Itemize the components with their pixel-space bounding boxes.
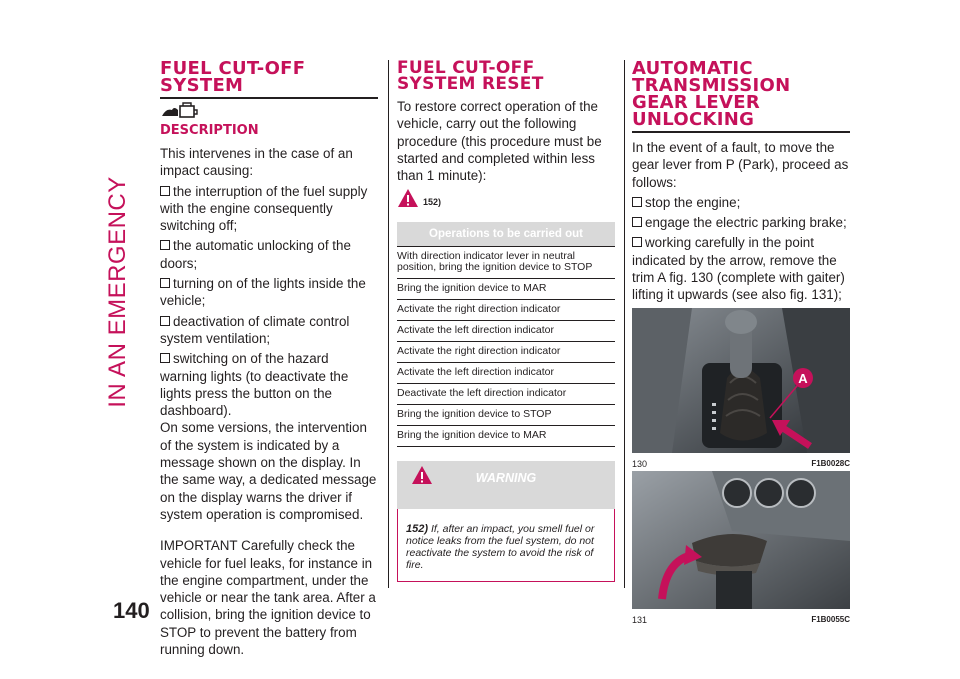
table-row: Activate the right direction indicator bbox=[397, 342, 615, 363]
list-item: engage the electric parking brake; bbox=[632, 214, 850, 231]
eco-engine-icon bbox=[160, 102, 378, 122]
section-title: AUTOMATIC TRANSMISSION GEAR LEVER UNLOCKING bbox=[632, 58, 791, 130]
page-number: 140 bbox=[113, 598, 150, 623]
list-item: deactivation of climate control system ventilation; bbox=[160, 313, 350, 346]
column-fuel-cutoff bbox=[160, 60, 378, 658]
figure-code: F1B0055C bbox=[811, 614, 850, 624]
section-title: FUEL CUT-OFF SYSTEM RESET bbox=[397, 58, 544, 94]
intro-text: In the event of a fault, to move the gear lever from P (Park), proceed as follows: bbox=[632, 140, 849, 190]
bullet-box-icon bbox=[160, 278, 170, 288]
title-rule bbox=[632, 131, 850, 133]
section-title: FUEL CUT-OFF SYSTEM bbox=[160, 58, 306, 96]
list-item: the interruption of the fuel supply with the engine consequently switching off; bbox=[160, 183, 368, 234]
important-paragraph: IMPORTANT Carefully check the vehicle for fuel leaks, for instance in the engine compartment, under the vehicle or near the tank area. After a collision, bring the ignition device to STOP to prevent the battery from running down. bbox=[160, 538, 376, 658]
bullet-box-icon bbox=[160, 316, 170, 326]
column-divider bbox=[624, 60, 625, 588]
table-row: Deactivate the left direction indicator bbox=[397, 384, 615, 405]
warning-text: If, after an impact, you smell fuel or notice leaks from the fuel system, do not reactivate the system to avoid the risk of fire. bbox=[406, 523, 595, 572]
bullet-box-icon bbox=[160, 240, 170, 250]
warning-reference: 152) bbox=[397, 188, 615, 222]
column-gear-lever bbox=[632, 60, 850, 627]
list-item: working carefully in the point indicated by the arrow, remove the trim A fig. 130 (complete with gaiter) lifting it upwards (see also fig. 131); bbox=[632, 235, 845, 303]
column-reset bbox=[397, 60, 615, 582]
list-item: the automatic unlocking of the doors; bbox=[160, 238, 351, 271]
warning-title: WARNING bbox=[475, 471, 537, 486]
table-row: Activate the left direction indicator bbox=[397, 363, 615, 384]
list-item: turning on of the lights inside the vehicle; bbox=[160, 276, 366, 309]
figure-caption bbox=[632, 615, 850, 627]
bullet-box-icon bbox=[160, 353, 170, 363]
table-row: Bring the ignition device to MAR bbox=[397, 426, 615, 447]
table-header: Operations to be carried out bbox=[397, 222, 615, 247]
bullet-box-icon bbox=[632, 217, 642, 227]
warning-triangle-icon bbox=[397, 188, 419, 208]
versions-paragraph: On some versions, the intervention of the system is indicated by a message shown on the display. In the same way, a dedicated message on the display warns the driver if system operation is compromised. bbox=[160, 420, 377, 522]
table-row: Bring the ignition device to STOP bbox=[397, 405, 615, 426]
figure-131-trim-removal-photo bbox=[632, 471, 850, 609]
column-divider bbox=[388, 60, 389, 588]
figure-number: 131 bbox=[632, 614, 648, 625]
warning-box-body bbox=[397, 509, 615, 582]
subtitle-description: DESCRIPTION bbox=[160, 123, 259, 138]
table-row: Activate the right direction indicator bbox=[397, 300, 615, 321]
list-item: stop the engine; bbox=[632, 194, 850, 211]
operations-table bbox=[397, 222, 615, 447]
warning-box-header bbox=[397, 461, 615, 509]
title-rule bbox=[160, 97, 378, 99]
section-side-label: IN AN EMERGENCY bbox=[104, 176, 131, 408]
bullet-box-icon bbox=[632, 197, 642, 207]
table-row: Bring the ignition device to MAR bbox=[397, 279, 615, 300]
figure-130-gear-lever-photo bbox=[632, 308, 850, 453]
figure-marker-a: A bbox=[798, 370, 808, 386]
figure-number: 130 bbox=[632, 458, 648, 469]
intro-text: This intervenes in the case of an impact causing: bbox=[160, 146, 353, 179]
table-row: Activate the left direction indicator bbox=[397, 321, 615, 342]
intro-text: To restore correct operation of the vehicle, carry out the following procedure (this procedure must be started and completed within less than 1 minute): bbox=[397, 99, 602, 184]
figure-caption bbox=[632, 459, 850, 471]
bullet-box-icon bbox=[160, 186, 170, 196]
bullet-box-icon bbox=[632, 237, 642, 247]
figure-code: F1B0028C bbox=[811, 458, 850, 468]
warning-number: 152) bbox=[406, 523, 429, 536]
list-item: switching on of the hazard warning lights (to deactivate the lights press the button on the dashboard). bbox=[160, 351, 349, 419]
table-row: With direction indicator lever in neutral position, bring the ignition device to STOP bbox=[397, 247, 615, 279]
